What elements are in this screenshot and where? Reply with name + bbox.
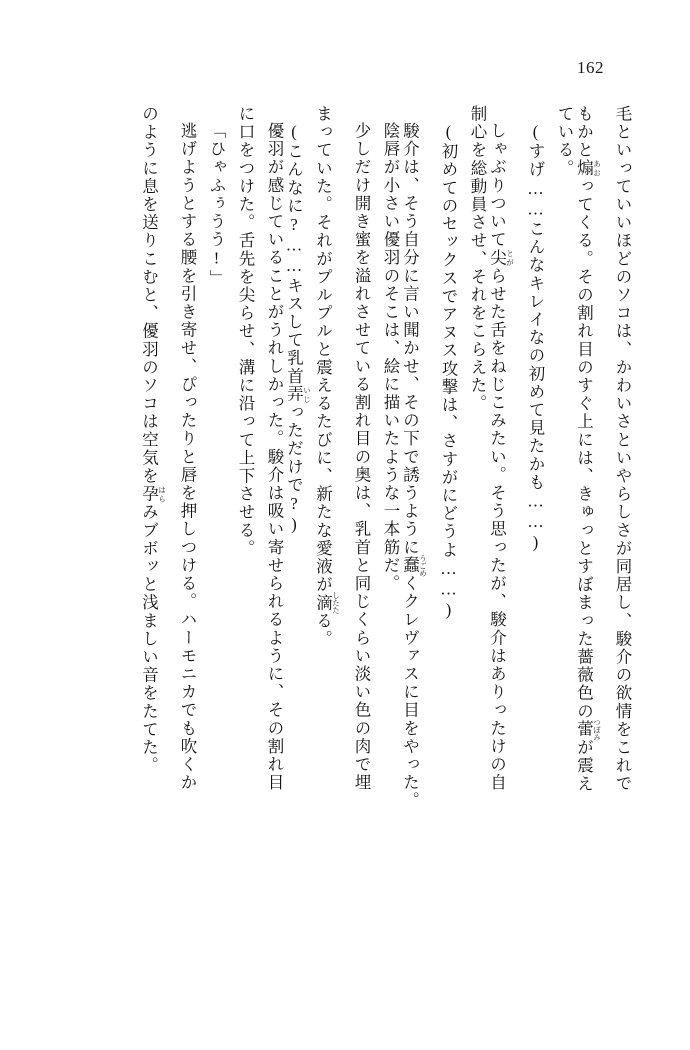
ruby-text: 蠢 うごめ — [400, 554, 428, 577]
text-line: 制心を総動員させ、それをこらえた。 — [468, 105, 487, 413]
body-text — [60, 105, 630, 935]
text-line: 逃げようとする腰を引き寄せ、ぴったりと唇を押しつける。ハーモニカでも吹くか — [178, 122, 197, 792]
text-line: 少しだけ開き蜜を溢れさせている割れ目の奥は、乳首と同じくらい淡い色の肉で埋 — [352, 122, 371, 792]
text-line: (初めてのセックスでアヌス攻撃は、さすがにどうよ……) — [439, 122, 458, 621]
text-line: ている。 — [555, 105, 574, 178]
ruby-text: 煽 あお — [574, 159, 602, 178]
text-line: 毛といっていいほどのソコは、かわいさといやらしさが同居し、駿介の欲情をこれで — [613, 105, 632, 793]
text-line: しゃぶりついて尖 とがらせた舌をねじこみたい。そう思ったが、駿介はありったけの自 — [487, 122, 515, 792]
text-line: 「ひゃふぅうう!」 — [207, 122, 226, 288]
text-line: のように息を送りこむと、優羽のソコは空気を孕 はらみブボッと浅ましい音をたてた。 — [139, 105, 167, 775]
text-line: まっていた。それがプルプルと震えるたびに、新たな愛液が滴 したたる。 — [313, 105, 341, 649]
text-line: もかと煽 あおってくる。その割れ目のすぐ上には、きゅっとすぼまった薔薇色の蕾 つぼみが震え — [574, 105, 602, 793]
page-number: 162 — [577, 58, 604, 77]
text-line: に口をつけた。舌先を尖らせ、溝に沿って上下させる。 — [236, 105, 255, 558]
text-line: 優羽が感じていることがうれしかった。駿介は吸い寄せられるように、その割れ目 — [265, 122, 284, 792]
ruby-text: 尖 とが — [487, 248, 515, 267]
ruby-text: 弄 いじ — [284, 385, 312, 404]
text-line: 駿介は、そう自分に言い聞かせ、その下で誘うように蠢 うごめくクレヴァスに目をやった。 — [400, 122, 428, 810]
ruby-text: 孕 はら — [139, 485, 167, 504]
text-line: 陰唇が小さい優羽のそこは、絵に描いたような一本筋だ。 — [381, 122, 400, 593]
ruby-text: 蕾 つぼみ — [574, 718, 602, 741]
ruby-text: 滴 したた — [313, 591, 341, 615]
text-line: (すげ……こんなキレイなの初めて見たかも……) — [526, 122, 545, 554]
text-line: (こんなに?……キスして乳首弄 いじっただけで?) — [284, 122, 312, 536]
